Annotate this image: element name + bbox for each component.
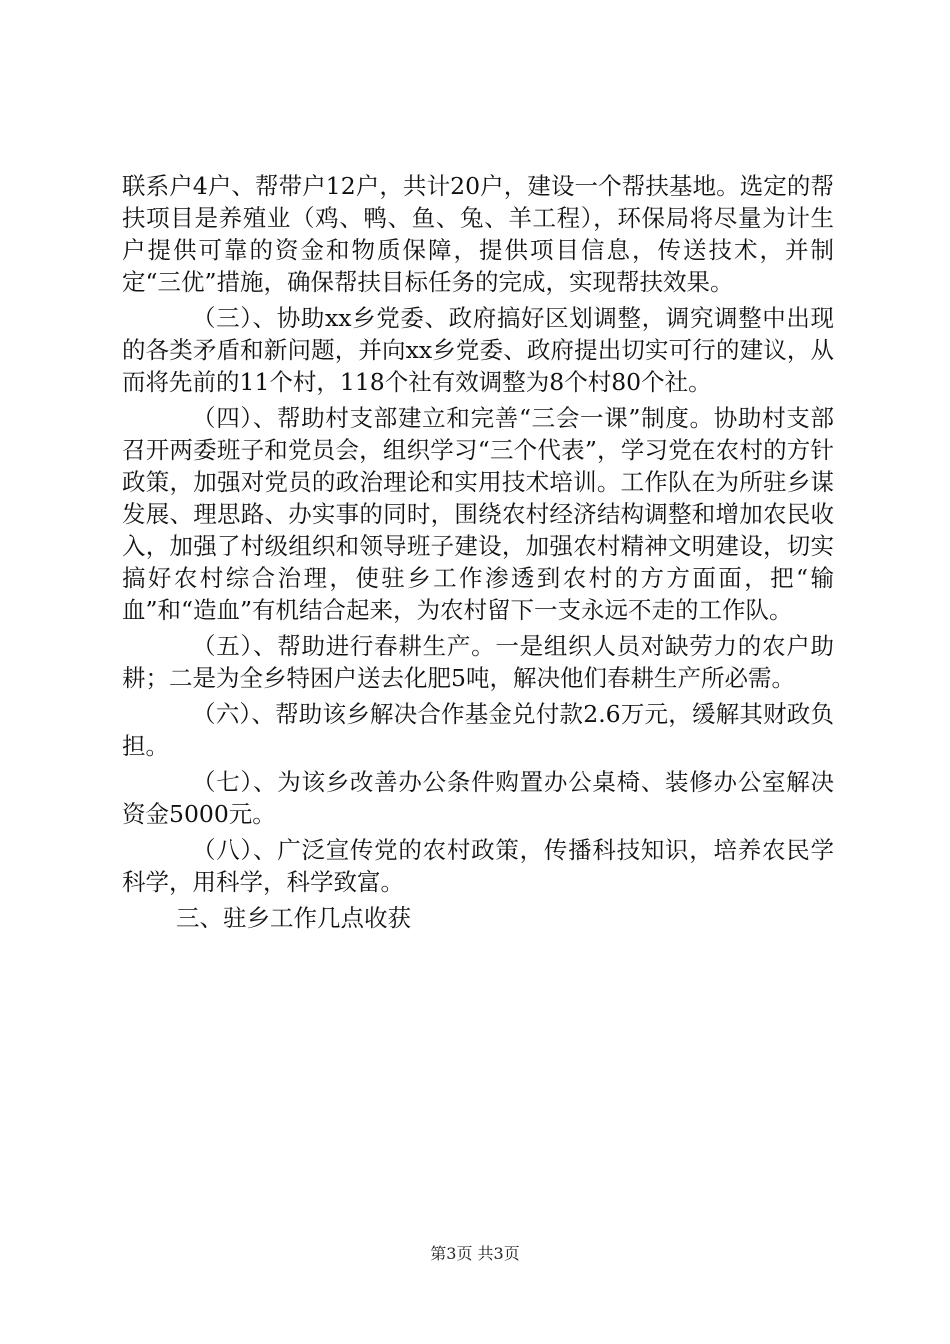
paragraph-item-7: （七）、为该乡改善办公条件购置办公桌椅、装修办公室解决资金5000元。	[122, 768, 834, 828]
document-body	[122, 170, 834, 934]
paragraph-item-6: （六）、帮助该乡解决合作基金兑付款2.6万元，缓解其财政负担。	[122, 700, 834, 760]
paragraph-item-8: （八）、广泛宣传党的农村政策，传播科技知识，培养农民学科学，用科学，科学致富。	[122, 836, 834, 896]
paragraph-continuation: 联系户4户、帮带户12户，共计20户，建设一个帮扶基地。选定的帮扶项目是养殖业（鸡、鸭、鱼、兔、羊工程），环保局将尽量为计生户提供可靠的资金和物质保障，提供项目信息，传送技术，并制定“三优”措施，确保帮扶目标任务的完成，实现帮扶效果。	[122, 172, 834, 296]
section-heading: 三、驻乡工作几点收获	[176, 904, 411, 932]
paragraph-item-4: （四）、帮助村支部建立和完善“三会一课”制度。协助村支部召开两委班子和党员会，组织学习“三个代表”，学习党在农村的方针政策，加强对党员的政治理论和实用技术培训。工作队在为所驻乡谋发展、理思路、办实事的同时，围绕农村经济结构调整和增加农民收入，加强了村级组织和领导班子建设，加强农村精神文明建设，切实搞好农村综合治理，使驻乡工作渗透到农村的方方面面，把“输血”和“造血”有机结合起来，为农村留下一支永远不走的工作队。	[122, 404, 834, 624]
paragraph-item-5: （五）、帮助进行春耕生产。一是组织人员对缺劳力的农户助耕；二是为全乡特困户送去化肥5吨，解决他们春耕生产所必需。	[122, 632, 834, 692]
page-number-label: 第3页 共3页	[430, 1244, 520, 1263]
paragraph-item-3: （三）、协助xx乡党委、政府搞好区划调整，调究调整中出现的各类矛盾和新问题，并向xx乡党委、政府提出切实可行的建议，从而将先前的11个村，118个社有效调整为8个村80个社。	[122, 304, 834, 396]
page-footer	[0, 1244, 950, 1264]
